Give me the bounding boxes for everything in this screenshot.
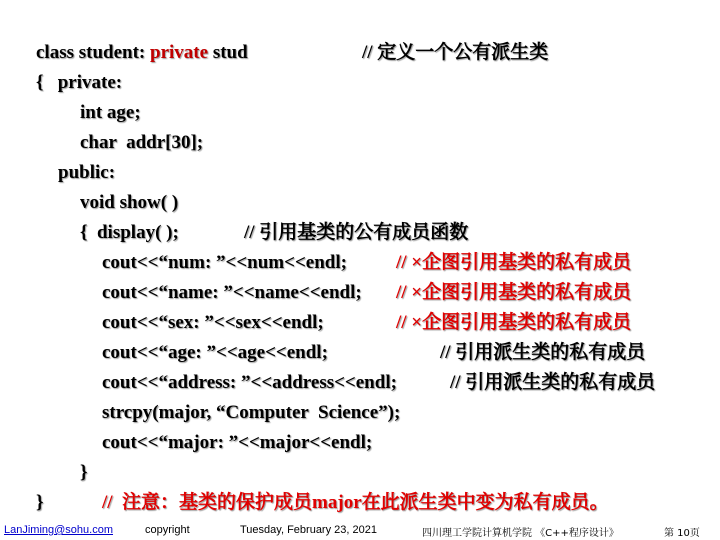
- private-keyword: private: [150, 42, 209, 63]
- comment-base-public: // 引用基类的公有成员函数: [244, 222, 469, 243]
- comment-error-name: // ×企图引用基类的私有成员: [396, 282, 632, 303]
- comment-error-sex: // ×企图引用基类的私有成员: [396, 312, 632, 333]
- code-line-cout-name: cout<<“name: ”<<name<<endl;: [102, 282, 362, 303]
- code-line-void-show: void show( ): [80, 192, 179, 213]
- code-line-close-show: }: [80, 462, 88, 483]
- code-line-private: { private:: [36, 72, 123, 93]
- comment-derived-address: // 引用派生类的私有成员: [450, 372, 656, 393]
- comment-error-num: // ×企图引用基类的私有成员: [396, 252, 632, 273]
- comment-derived-age: // 引用派生类的私有成员: [440, 342, 646, 363]
- code-line-class-decl: [36, 42, 248, 64]
- footer-institution: 四川理工学院计算机学院 《C++程序设计》: [422, 528, 619, 539]
- class-decl-text: class student:: [36, 42, 151, 63]
- comment-public-derived: // 定义一个公有派生类: [362, 42, 549, 63]
- slide-footer: [0, 522, 720, 540]
- code-line-cout-num: cout<<“num: ”<<num<<endl;: [102, 252, 347, 273]
- code-line-public: public:: [58, 162, 116, 183]
- code-line-cout-sex: cout<<“sex: ”<<sex<<endl;: [102, 312, 324, 333]
- code-line-strcpy: strcpy(major, “Computer Science”);: [102, 402, 401, 423]
- code-line-close-class: }: [36, 492, 44, 513]
- code-line-display: { display( );: [80, 222, 179, 243]
- footer-date: Tuesday, February 23, 2021: [240, 524, 377, 536]
- page-number: 第 10页: [664, 528, 700, 539]
- copyright-label: copyright: [145, 524, 190, 536]
- note-protected-becomes-private: // 注意：基类的保护成员major在此派生类中变为私有成员。: [102, 492, 609, 513]
- base-class-name: stud: [208, 42, 248, 63]
- author-email-link[interactable]: LanJiming@sohu.com: [4, 524, 113, 536]
- code-line-char-addr: char addr[30];: [80, 132, 204, 153]
- code-line-cout-major: cout<<“major: ”<<major<<endl;: [102, 432, 373, 453]
- code-line-cout-address: cout<<“address: ”<<address<<endl;: [102, 372, 397, 393]
- code-line-cout-age: cout<<“age: ”<<age<<endl;: [102, 342, 328, 363]
- code-line-int-age: int age;: [80, 102, 141, 123]
